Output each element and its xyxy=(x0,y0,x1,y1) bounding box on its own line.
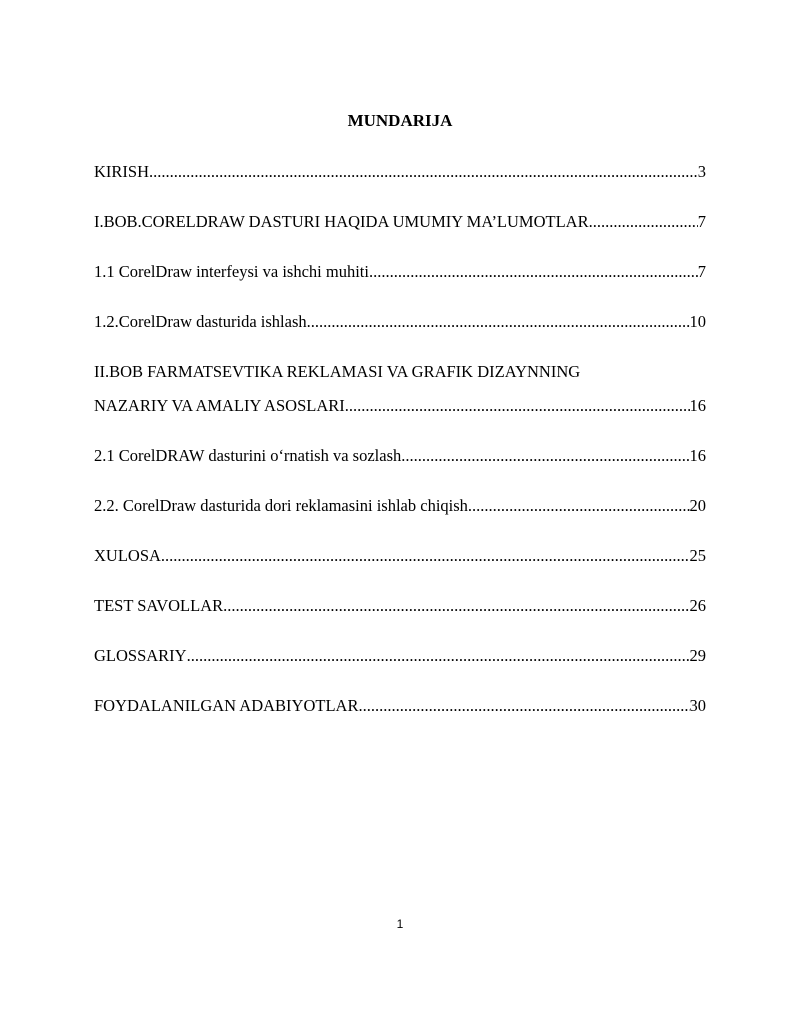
toc-entry-text: 2.1 CorelDRAW dasturini o‘rnatish va sozlash xyxy=(94,446,402,465)
dot-leader xyxy=(307,310,690,334)
toc-entry-section-1-1[interactable] xyxy=(94,260,706,284)
toc-entry-text: TEST SAVOLLAR xyxy=(94,596,224,615)
toc-line xyxy=(94,310,706,334)
dot-leader xyxy=(161,544,690,568)
toc-line xyxy=(94,210,706,234)
toc-entry-section-2-1[interactable] xyxy=(94,444,706,468)
toc-entry-section-1-2[interactable] xyxy=(94,310,706,334)
toc-entry-xulosa[interactable] xyxy=(94,544,706,568)
toc-title: MUNDARIJA xyxy=(347,111,453,130)
toc-entry-text: 2.2. CorelDraw dasturida dori reklamasini ishlab chiqish xyxy=(94,496,468,515)
toc-entry-text: 1.1 CorelDraw interfeysi va ishchi muhiti xyxy=(94,262,369,281)
toc-line xyxy=(94,544,706,568)
toc-entry-glossariy[interactable] xyxy=(94,644,706,668)
dot-leader xyxy=(149,160,698,184)
toc-line xyxy=(94,594,706,618)
toc-entry-text-line-1: II.BOB FARMATSEVTIKA REKLAMASI VA GRAFIK DIZAYNNING xyxy=(94,362,581,381)
dot-leader xyxy=(358,694,689,718)
toc-line xyxy=(94,160,706,184)
toc-page-number: 7 xyxy=(697,262,706,281)
dot-leader xyxy=(589,210,698,234)
toc-page-number: 20 xyxy=(689,496,706,515)
dot-leader xyxy=(369,260,698,284)
toc-entry-test-savollar[interactable] xyxy=(94,594,706,618)
toc-entry-text: 1.2.CorelDraw dasturida ishlash xyxy=(94,312,307,331)
dot-leader xyxy=(223,594,689,618)
toc-entry-text: GLOSSARIY xyxy=(94,646,187,665)
dot-leader xyxy=(187,644,690,668)
toc-line xyxy=(94,644,706,668)
dot-leader xyxy=(401,444,689,468)
toc-page-number: 25 xyxy=(689,546,706,565)
toc-entry-chapter-1[interactable] xyxy=(94,210,706,234)
toc-line xyxy=(94,394,706,418)
toc-page-number: 7 xyxy=(697,212,706,231)
toc-page-number: 16 xyxy=(689,446,706,465)
toc-page-number: 10 xyxy=(689,312,706,331)
dot-leader xyxy=(345,394,690,418)
toc-line xyxy=(94,444,706,468)
page-footer-number: 1 xyxy=(396,917,404,931)
toc-page-number: 30 xyxy=(689,696,706,715)
toc-page-number: 16 xyxy=(689,396,706,415)
toc-entry-adabiyotlar[interactable] xyxy=(94,694,706,718)
table-of-contents xyxy=(94,160,706,744)
toc-entry-chapter-2[interactable] xyxy=(94,360,706,418)
toc-entry-text: KIRISH xyxy=(94,162,150,181)
toc-entry-text: XULOSA xyxy=(94,546,161,565)
toc-page-number: 26 xyxy=(689,596,706,615)
toc-line xyxy=(94,260,706,284)
toc-entry-text: I.BOB.CORELDRAW DASTURI HAQIDA UMUMIY MA’LUMOTLAR xyxy=(94,212,589,231)
dot-leader xyxy=(468,494,690,518)
toc-entry-section-2-2[interactable] xyxy=(94,494,706,518)
toc-page-number: 3 xyxy=(697,162,706,181)
toc-entry-kirish[interactable] xyxy=(94,160,706,184)
toc-line xyxy=(94,694,706,718)
toc-line xyxy=(94,494,706,518)
toc-entry-text: NAZARIY VA AMALIY ASOSLARI xyxy=(94,396,345,415)
toc-page-number: 29 xyxy=(689,646,706,665)
toc-entry-text: FOYDALANILGAN ADABIYOTLAR xyxy=(94,696,359,715)
